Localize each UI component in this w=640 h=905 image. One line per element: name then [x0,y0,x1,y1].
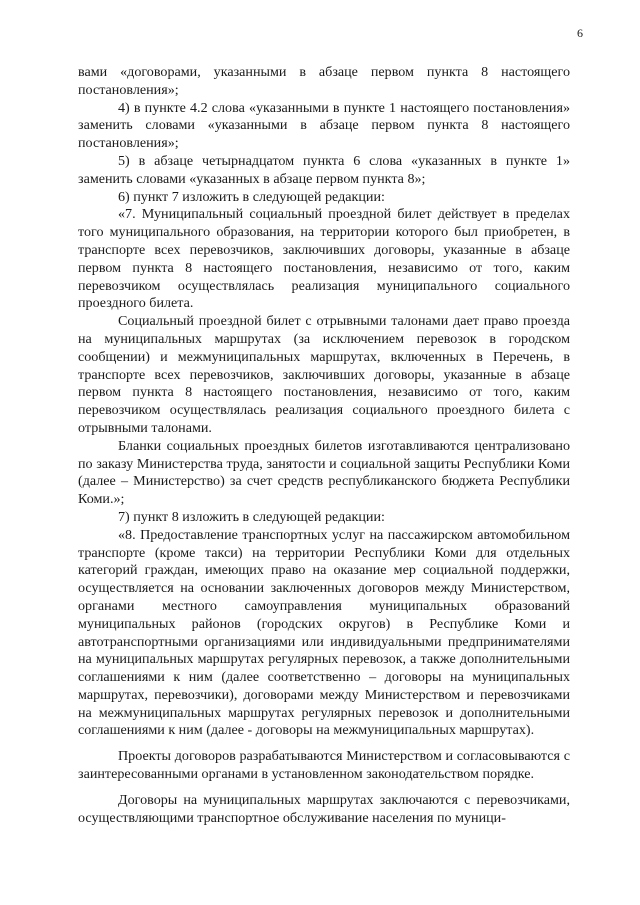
paragraph: 7) пункт 8 изложить в следующей редакции: [118,508,385,525]
paragraph: Социальный проездной билет с отрывными талонами дает право проезда на муниципальных маршрутах (за исключением перевозок в городском сообщении) и межмуниципальных маршрутах, включенных в Перечень, в транспорте всех перевозчиков, заключивших договоры, указанные в абзаце первом пункта 8 настоящего постановления, независимо от того, каким перевозчиком осуществлялась реализация социального проездного билета с отрывными талонами. [78,313,570,436]
paragraph: «7. Муниципальный социальный проездной билет действует в пределах того муниципального образования, на территории которого был приобретен, в транспорте всех перевозчиков, заключивших договоры, указанные в абзаце первом пункта 8 настоящего постановления, независимо от того, каким перевозчиком осуществлялась реализация муниципального социального проездного билета. [78,206,570,312]
paragraph: 6) пункт 7 изложить в следующей редакции: [118,188,385,205]
paragraph: 5) в абзаце четырнадцатом пункта 6 слова «указанных в пункте 1» заменить словами «указанных в абзаце первом пункта 8»; [78,152,570,187]
paragraph: Договоры на муниципальных маршрутах заключаются с перевозчиками, осуществляющими транспортное обслуживание населения по муници- [78,791,570,826]
paragraph: «8. Предоставление транспортных услуг на пассажирском автомобильном транспорте (кроме такси) на территории Республики Коми для отдельных категорий граждан, имеющих право на оказание мер социальной поддержки, осуществляется на основании заключенных договоров между Министерством, органами местного самоуправления муниципальных образований муниципальных районов (городских округов) в Республике Коми и автотранспортными организациями или индивидуальными предпринимателями на муниципальных маршрутах регулярных перевозок, а также дополнительными соглашениями к ним (далее соответственно – договоры на муниципальных маршрутах, перевозчики), договорами между Министерством и перевозчиками на межмуниципальных маршрутах регулярных перевозок и дополнительными соглашениями к ним (далее - договоры на межмуниципальных маршрутах). [78,526,570,739]
document-body [78,64,570,827]
paragraph: 4) в пункте 4.2 слова «указанными в пункте 1 настоящего постановления» заменить словами «указанными в абзаце первом пункта 8 настоящего постановления»; [78,99,570,152]
paragraph: Бланки социальных проездных билетов изготавливаются централизовано по заказу Министерства труда, занятости и социальной защиты Республики Коми (далее – Министерство) за счет средств республиканского бюджета Республики Коми.»; [78,437,570,508]
paragraph: вами «договорами, указанными в абзаце первом пункта 8 настоящего постановления»; [78,64,570,98]
paragraph: Проекты договоров разрабатываются Министерством и согласовываются с заинтересованными органами в установленном законодательством порядке. [78,748,570,783]
page-number: 6 [577,26,583,40]
